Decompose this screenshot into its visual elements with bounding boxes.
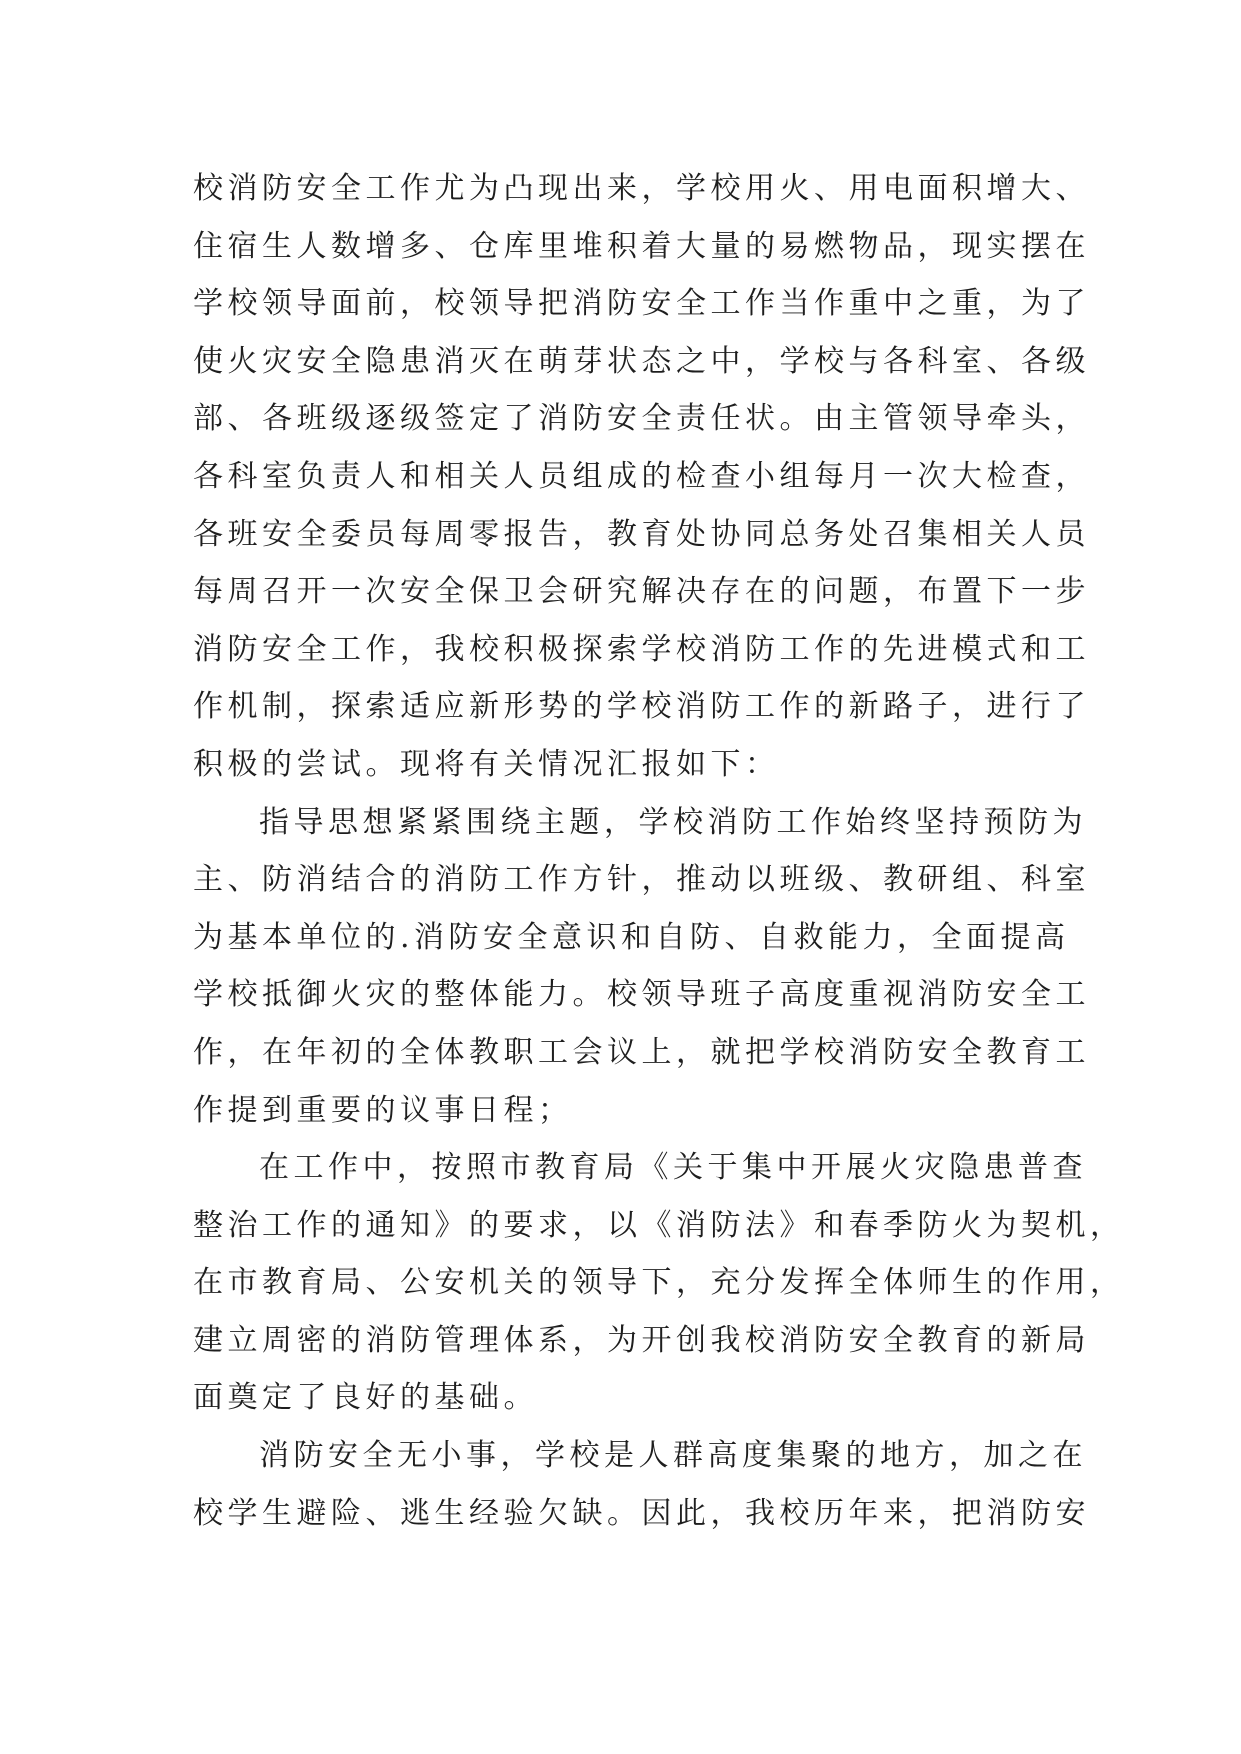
text-line: 作机制，探索适应新形势的学校消防工作的新路子，进行了 (193, 689, 1090, 725)
text-line: 消防安全无小事，学校是人群高度集聚的地方，加之在 (259, 1438, 1087, 1474)
paragraph-2 (193, 794, 1090, 1140)
text-line: 作，在年初的全体教职工会议上，就把学校消防安全教育工 (193, 1034, 1090, 1070)
text-line: 指导思想紧紧围绕主题，学校消防工作始终坚持预防为 (259, 804, 1087, 840)
text-line: 各班安全委员每周零报告，教育处协同总务处召集相关人员 (193, 516, 1090, 552)
text-line: 校消防安全工作尤为凸现出来，学校用火、用电面积增大、 (193, 171, 1090, 206)
text-line: 面奠定了良好的基础。 (193, 1380, 538, 1416)
text-line: 作提到重要的议事日程； (193, 1092, 573, 1128)
text-line: 住宿生人数增多、仓库里堆积着大量的易燃物品，现实摆在 (193, 228, 1090, 264)
document-body (193, 160, 1125, 1542)
text-line: 积极的尝试。现将有关情况汇报如下： (193, 746, 780, 782)
text-line: 主、防消结合的消防工作方针，推动以班级、教研组、科室 (193, 862, 1090, 898)
paragraph-4 (193, 1427, 1090, 1542)
text-line: 为基本单位的.消防安全意识和自防、自救能力，全面提高 (193, 919, 1070, 955)
text-line: 学校领导面前，校领导把消防安全工作当作重中之重，为了 (193, 286, 1090, 322)
text-line: 校学生避险、逃生经验欠缺。因此，我校历年来，把消防安 (193, 1495, 1090, 1531)
paragraph-1 (193, 160, 1090, 794)
text-line: 使火灾安全隐患消灭在萌芽状态之中，学校与各科室、各级 (193, 343, 1090, 379)
text-line: 每周召开一次安全保卫会研究解决存在的问题，布置下一步 (193, 574, 1090, 610)
text-line: 在市教育局、公安机关的领导下，充分发挥全体师生的作用， (193, 1265, 1125, 1301)
text-line: 整治工作的通知》的要求，以《消防法》和春季防火为契机， (193, 1207, 1125, 1243)
text-line: 建立周密的消防管理体系，为开创我校消防安全教育的新局 (193, 1322, 1090, 1358)
text-line: 消防安全工作，我校积极探索学校消防工作的先进模式和工 (193, 631, 1090, 667)
text-line: 学校抵御火灾的整体能力。校领导班子高度重视消防安全工 (193, 977, 1090, 1013)
paragraph-3 (193, 1139, 1125, 1427)
text-line: 在工作中，按照市教育局《关于集中开展火灾隐患普查 (259, 1150, 1087, 1186)
text-line: 部、各班级逐级签定了消防安全责任状。由主管领导牵头， (193, 401, 1090, 437)
text-line: 各科室负责人和相关人员组成的检查小组每月一次大检查， (193, 458, 1090, 494)
